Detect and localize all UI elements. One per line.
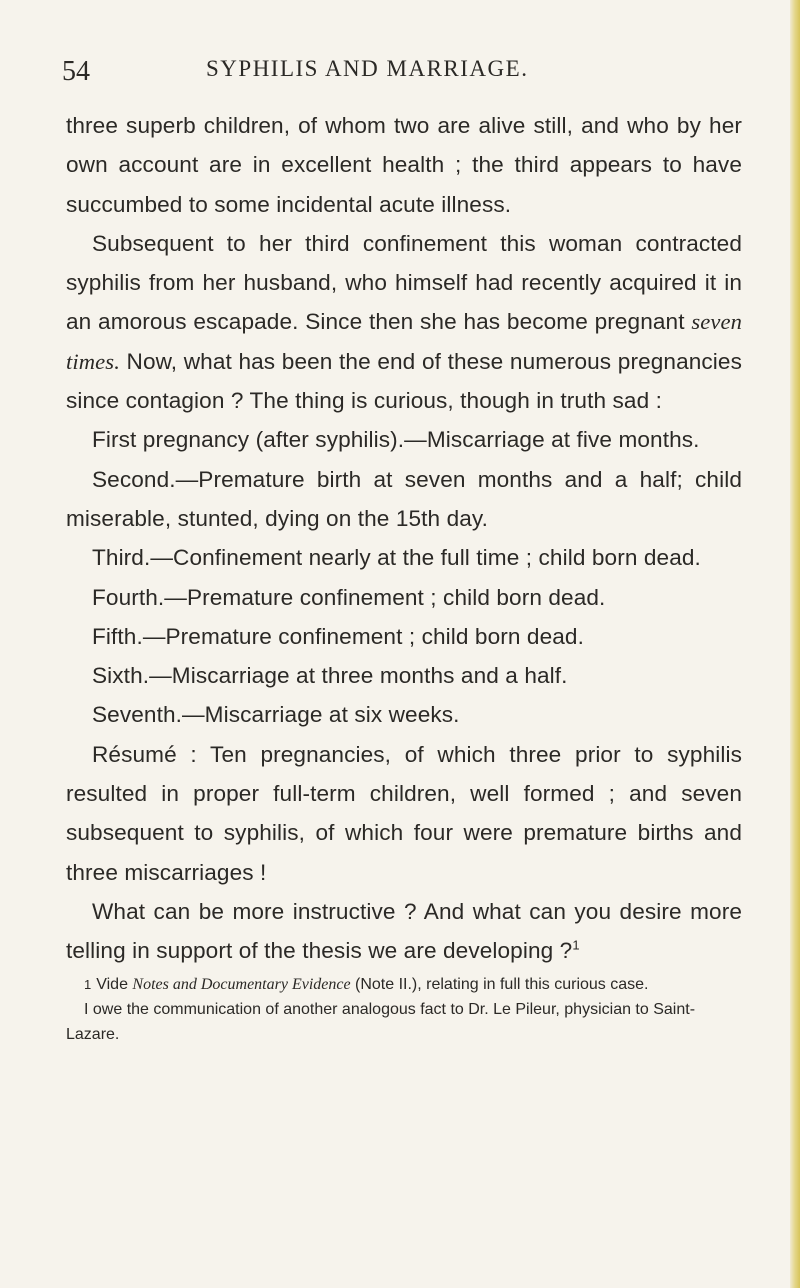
footnote-mark: 1	[84, 976, 92, 992]
footnote-2: I owe the communication of another analogous fact to Dr. Le Pileur, physician to Saint-Lazare.	[66, 1000, 696, 1043]
footnote-text: Vide	[96, 975, 133, 993]
page-edge	[790, 0, 800, 1288]
footnote-reference: 1	[572, 937, 580, 953]
footnotes	[66, 972, 742, 1047]
paragraph-continuation: three superb children, of whom two are alive still, and who by her own account are in excellent health ; the third appears to have succumbed to some incidental acute illness.	[66, 113, 742, 217]
paragraph-final	[66, 892, 742, 971]
paragraph-subsequent	[66, 224, 742, 420]
paragraph-text: Subsequent to her third confinement this woman contracted syphilis from her husband, who himself had recently acquired it in an amorous escapade. Since then she has become pregnant	[66, 230, 742, 335]
case-sixth: Sixth.—Miscarriage at three months and a half.	[92, 663, 568, 689]
case-fifth: Fifth.—Premature confinement ; child born dead.	[92, 623, 584, 649]
paragraph-text: What can be more instructive ? And what can you desire more telling in support of the thesis we are developing ?	[66, 898, 742, 964]
footnote-1	[66, 972, 742, 997]
footnote-text: (Note II.), relating in full this curious case.	[350, 975, 649, 993]
running-title: SYPHILIS AND MARRIAGE.	[206, 56, 529, 81]
case-second: Second.—Premature birth at seven months and a half; child miserable, stunted, dying on the 15th day.	[66, 466, 742, 531]
case-third: Third.—Confinement nearly at the full time ; child born dead.	[92, 545, 701, 571]
emphasis-seven-times: seven times.	[66, 309, 742, 374]
case-first: First pregnancy (after syphilis).—Miscarriage at five months.	[92, 427, 700, 453]
paragraph-text: Now, what has been the end of these numerous pregnancies since contagion ? The thing is curious, though in truth sad :	[66, 348, 742, 414]
body-text	[66, 106, 742, 971]
footnote-title: Notes and Documentary Evidence	[132, 975, 351, 993]
case-fourth: Fourth.—Premature confinement ; child born dead.	[92, 584, 606, 610]
case-seventh: Seventh.—Miscarriage at six weeks.	[92, 702, 460, 728]
book-page	[62, 50, 742, 1047]
page-header	[62, 50, 742, 96]
paragraph-resume: Résumé : Ten pregnancies, of which three prior to syphilis resulted in proper full-term children, well formed ; and seven subsequent to syphilis, of which four were premature births and three miscarriages !	[66, 741, 742, 885]
page-number: 54	[62, 56, 90, 87]
